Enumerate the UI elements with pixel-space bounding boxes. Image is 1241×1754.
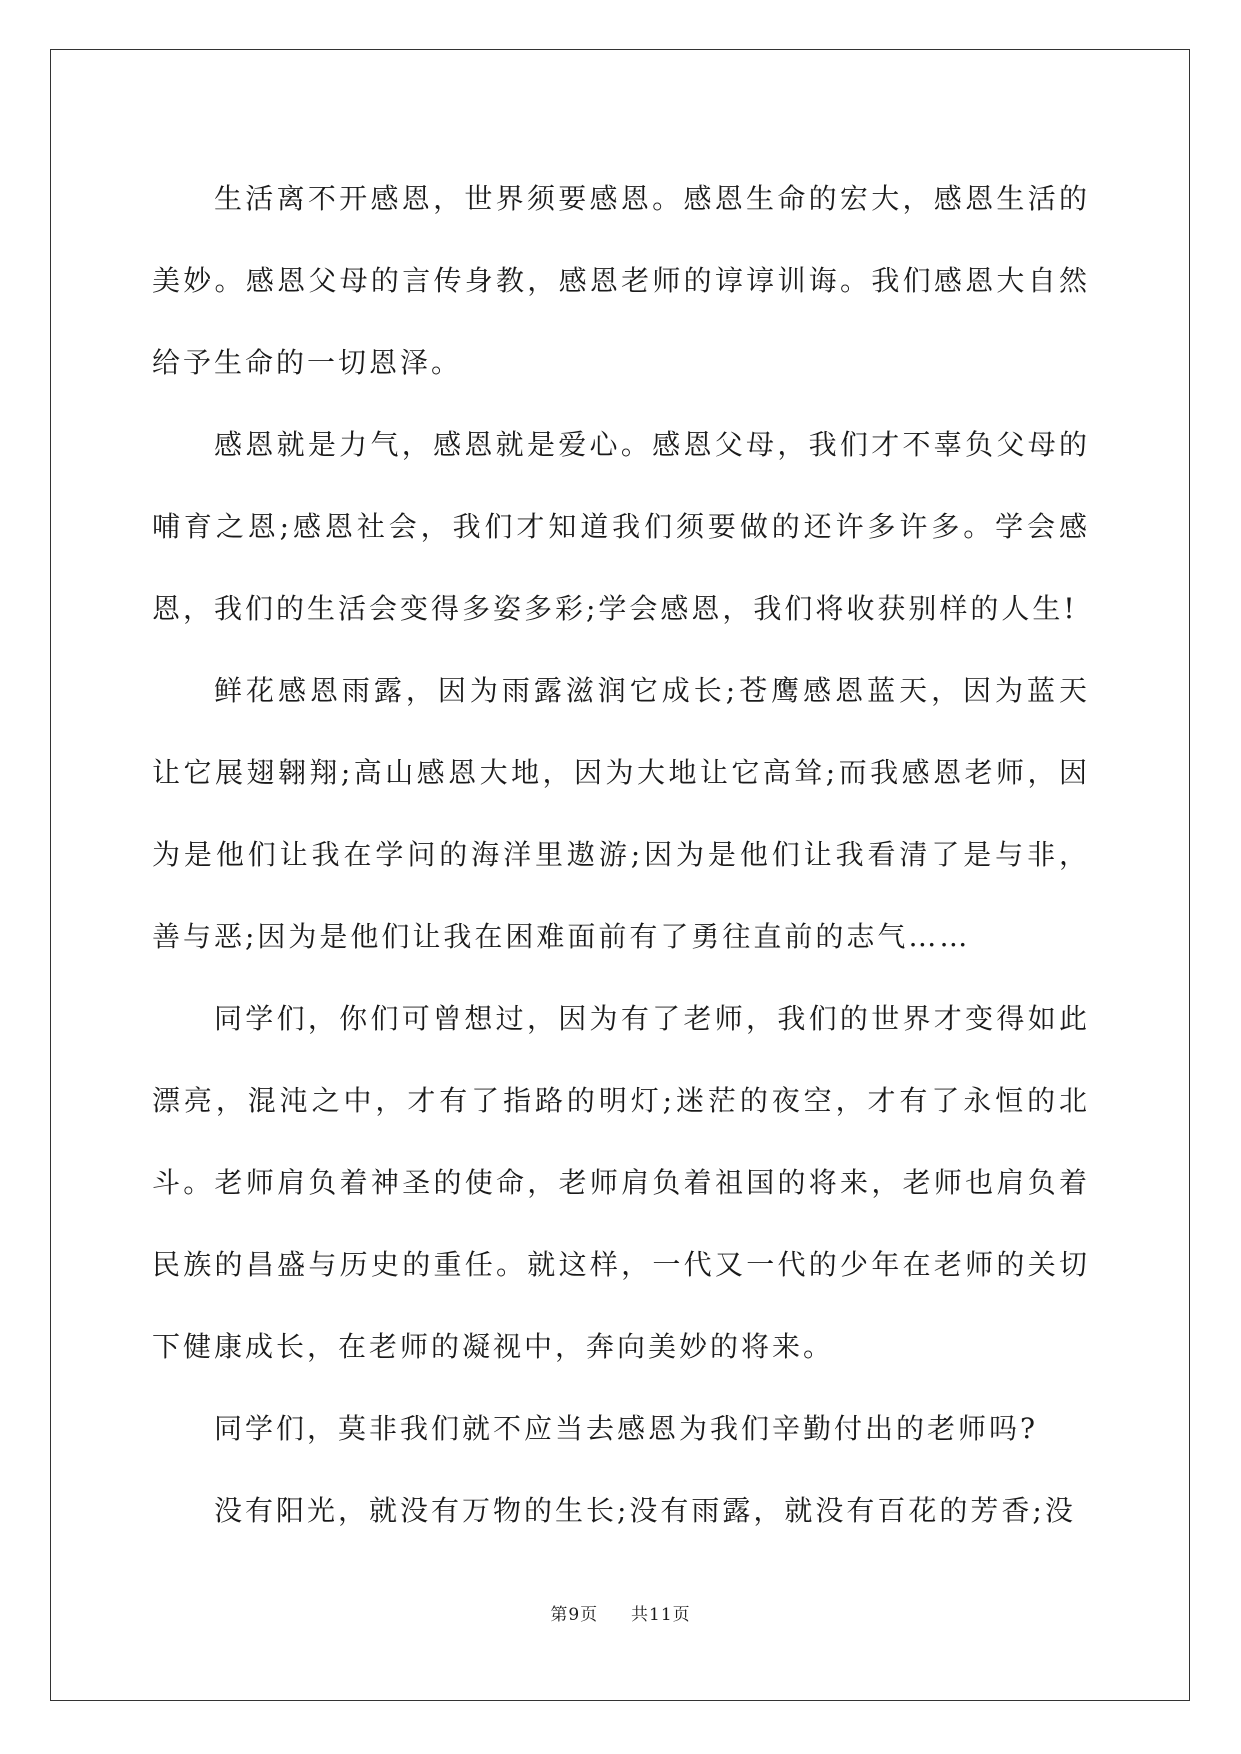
paragraph-1: 生活离不开感恩，世界须要感恩。感恩生命的宏大，感恩生活的美妙。感恩父母的言传身教，感恩老师的谆谆训诲。我们感恩大自然给予生命的一切恩泽。 bbox=[152, 182, 1090, 379]
paragraph-2: 感恩就是力气，感恩就是爱心。感恩父母，我们才不辜负父母的哺育之恩;感恩社会，我们才知道我们须要做的还许多许多。学会感恩，我们的生活会变得多姿多彩;学会感恩，我们将收获别样的人生! bbox=[152, 428, 1090, 625]
paragraph-4: 同学们，你们可曾想过，因为有了老师，我们的世界才变得如此漂亮，混沌之中，才有了指路的明灯;迷茫的夜空，才有了永恒的北斗。老师肩负着神圣的使命，老师肩负着祖国的将来，老师也肩负着民族的昌盛与历史的重任。就这样，一代又一代的少年在老师的关切下健康成长，在老师的凝视中，奔向美妙的将来。 bbox=[152, 1002, 1090, 1363]
paragraph-5: 同学们，莫非我们就不应当去感恩为我们辛勤付出的老师吗? bbox=[214, 1412, 1039, 1445]
page-footer bbox=[0, 1600, 1241, 1625]
paragraph-3: 鲜花感恩雨露，因为雨露滋润它成长;苍鹰感恩蓝天，因为蓝天让它展翅翱翔;高山感恩大地，因为大地让它高耸;而我感恩老师，因为是他们让我在学问的海洋里遨游;因为是他们让我看清了是与非，善与恶;因为是他们让我在困难面前有了勇往直前的志气…… bbox=[152, 674, 1090, 953]
page-total: 共11页 bbox=[631, 1605, 691, 1625]
paragraph-6: 没有阳光，就没有万物的生长;没有雨露，就没有百花的芳香;没 bbox=[214, 1494, 1076, 1527]
page-number: 第9页 bbox=[550, 1605, 599, 1625]
document-body bbox=[152, 158, 1090, 1552]
